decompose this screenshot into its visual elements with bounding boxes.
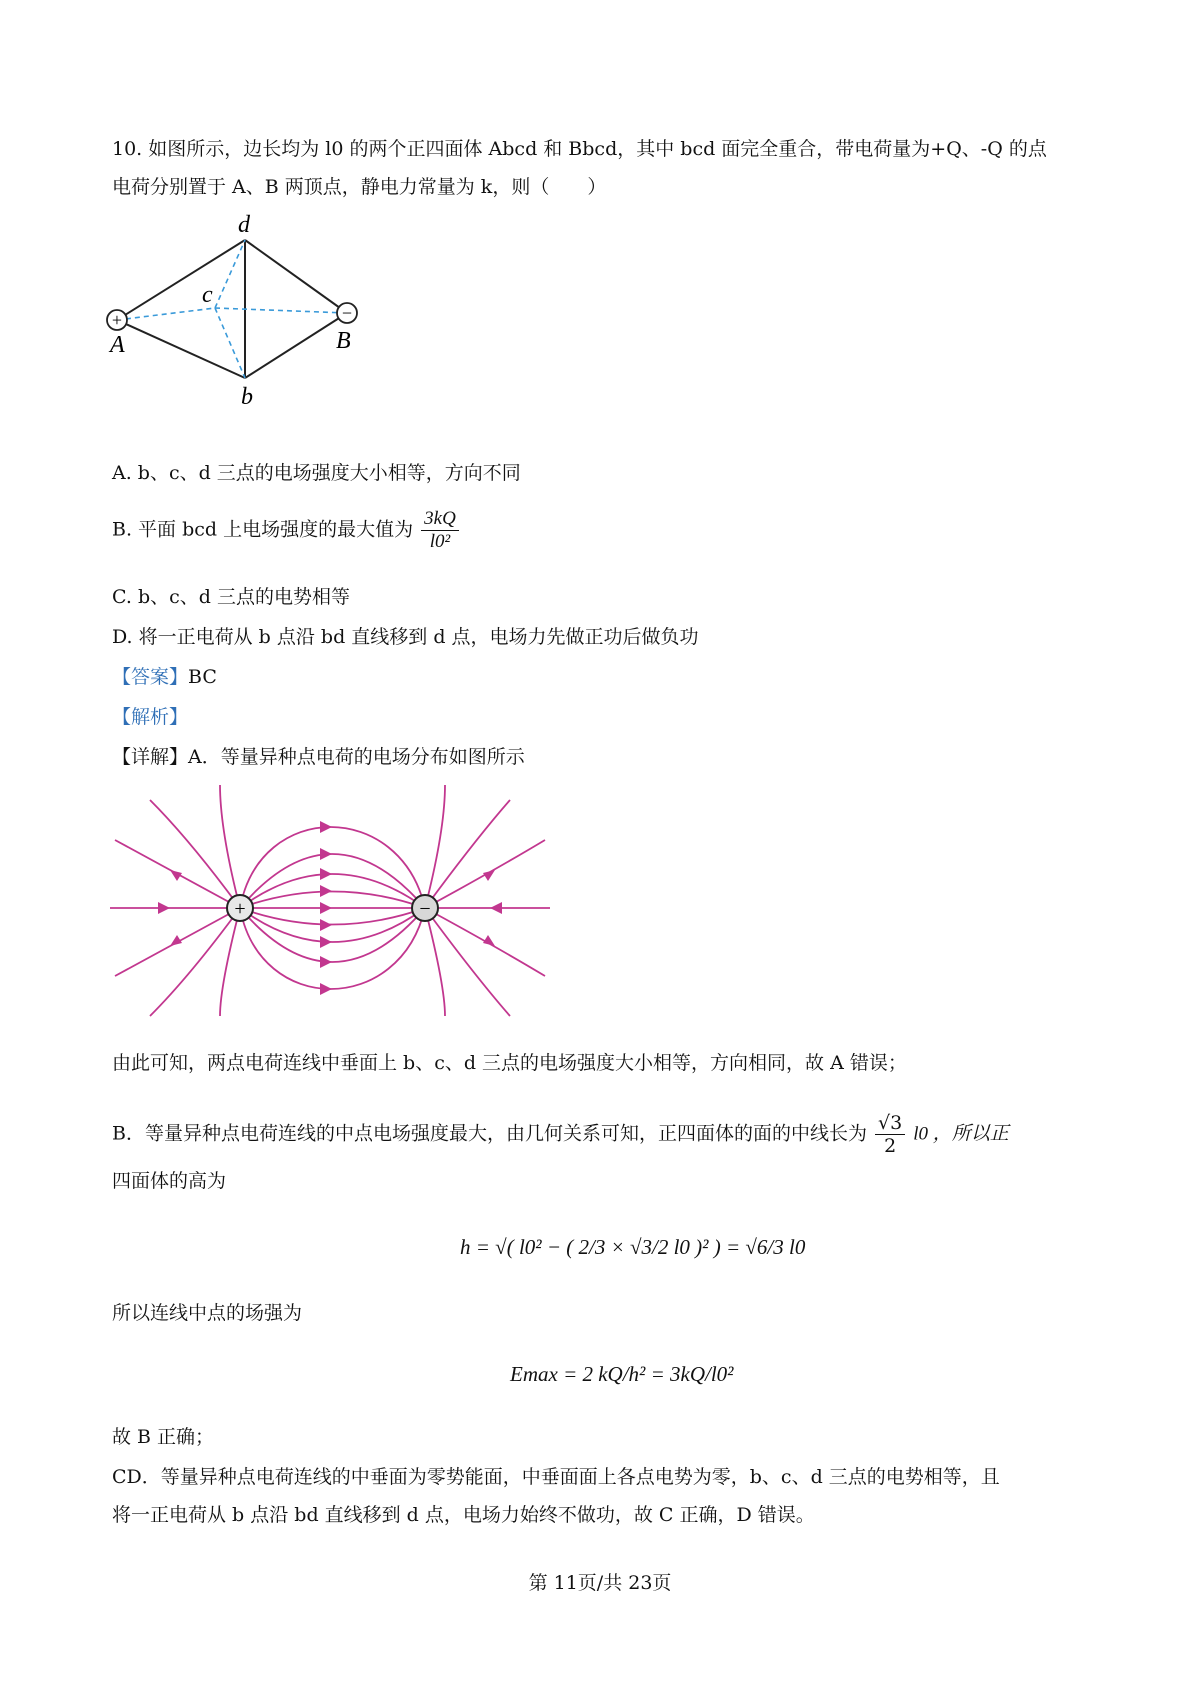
option-b xyxy=(112,508,461,553)
explanation-b-line1 xyxy=(112,1112,1009,1157)
explanation-a-conclusion: 由此可知，两点电荷连线中垂面上 b、c、d 三点的电场强度大小相等，方向相同，故 A 错误； xyxy=(112,1052,907,1074)
option-b-prefix: B. 平面 bcd 上电场强度的最大值为 xyxy=(112,518,414,541)
detail-tag: 【详解】 xyxy=(112,746,189,768)
minus-sign: − xyxy=(341,303,353,323)
answer-line xyxy=(112,664,217,690)
option-d: D. 将一正电荷从 b 点沿 bd 直线移到 d 点，电场力先做正功后做负功 xyxy=(112,626,699,648)
median-fraction-denominator: 2 xyxy=(884,1135,897,1157)
median-fraction xyxy=(875,1112,905,1157)
field-plus-sign: + xyxy=(234,898,246,920)
field-minus-sign: − xyxy=(419,898,431,920)
explanation-b-conclusion: 故 B 正确； xyxy=(112,1426,215,1448)
option-b-fraction-denominator: l0² xyxy=(429,531,451,552)
page-footer: 第 11页/共 23页 xyxy=(528,1572,672,1594)
detail-line xyxy=(112,744,525,770)
explanation-cd-line1: CD．等量异种点电荷连线的中垂面为零势能面，中垂面面上各点电势为零，b、c、d 三点的电势相等，且 xyxy=(112,1466,1000,1488)
question-line-1: 10. 如图所示，边长均为 l0 的两个正四面体 Abcd 和 Bbcd，其中 bcd 面完全重合，带电荷量为+Q、-Q 的点 xyxy=(112,138,1047,160)
answer-tag: 【答案】 xyxy=(112,666,189,688)
tetrahedra-figure xyxy=(100,210,390,410)
option-b-fraction-numerator: 3kQ xyxy=(421,508,459,531)
label-b: b xyxy=(241,384,253,410)
field-lines-figure xyxy=(110,780,550,1020)
analysis-tag: 【解析】 xyxy=(112,706,189,728)
option-a: A. b、c、d 三点的电场强度大小相等，方向不同 xyxy=(112,462,521,484)
field-max-equation: Emax = 2 kQ/h² = 3kQ/l0² xyxy=(510,1362,734,1386)
median-fraction-numerator: √3 xyxy=(875,1112,905,1135)
label-B: B xyxy=(336,328,351,354)
explanation-cd-line2: 将一正电荷从 b 点沿 bd 直线移到 d 点，电场力始终不做功，故 C 正确，D 错误。 xyxy=(112,1504,815,1526)
explanation-b-line1-prefix: B．等量异种点电荷连线的中点电场强度最大，由几何关系可知，正四面体的面的中线长为 xyxy=(112,1122,867,1145)
option-c: C. b、c、d 三点的电势相等 xyxy=(112,586,350,608)
label-c: c xyxy=(202,282,213,308)
plus-sign: + xyxy=(111,310,123,330)
question-line-2: 电荷分别置于 A、B 两顶点，静电力常量为 k，则（ ） xyxy=(112,176,607,198)
label-A: A xyxy=(110,332,125,358)
explanation-b-line3: 所以连线中点的场强为 xyxy=(112,1302,303,1324)
answer-value: BC xyxy=(188,666,217,688)
option-b-fraction xyxy=(421,508,459,553)
detail-text: A．等量异种点电荷的电场分布如图所示 xyxy=(188,746,525,768)
height-equation: h = √( l0² − ( 2/3 × √3/2 l0 )² ) = √6/3 l0 xyxy=(460,1235,806,1259)
label-d: d xyxy=(238,212,250,238)
explanation-b-line2: 四面体的高为 xyxy=(112,1170,227,1192)
explanation-b-line1-after: l0 ，所以正 xyxy=(913,1123,1009,1145)
